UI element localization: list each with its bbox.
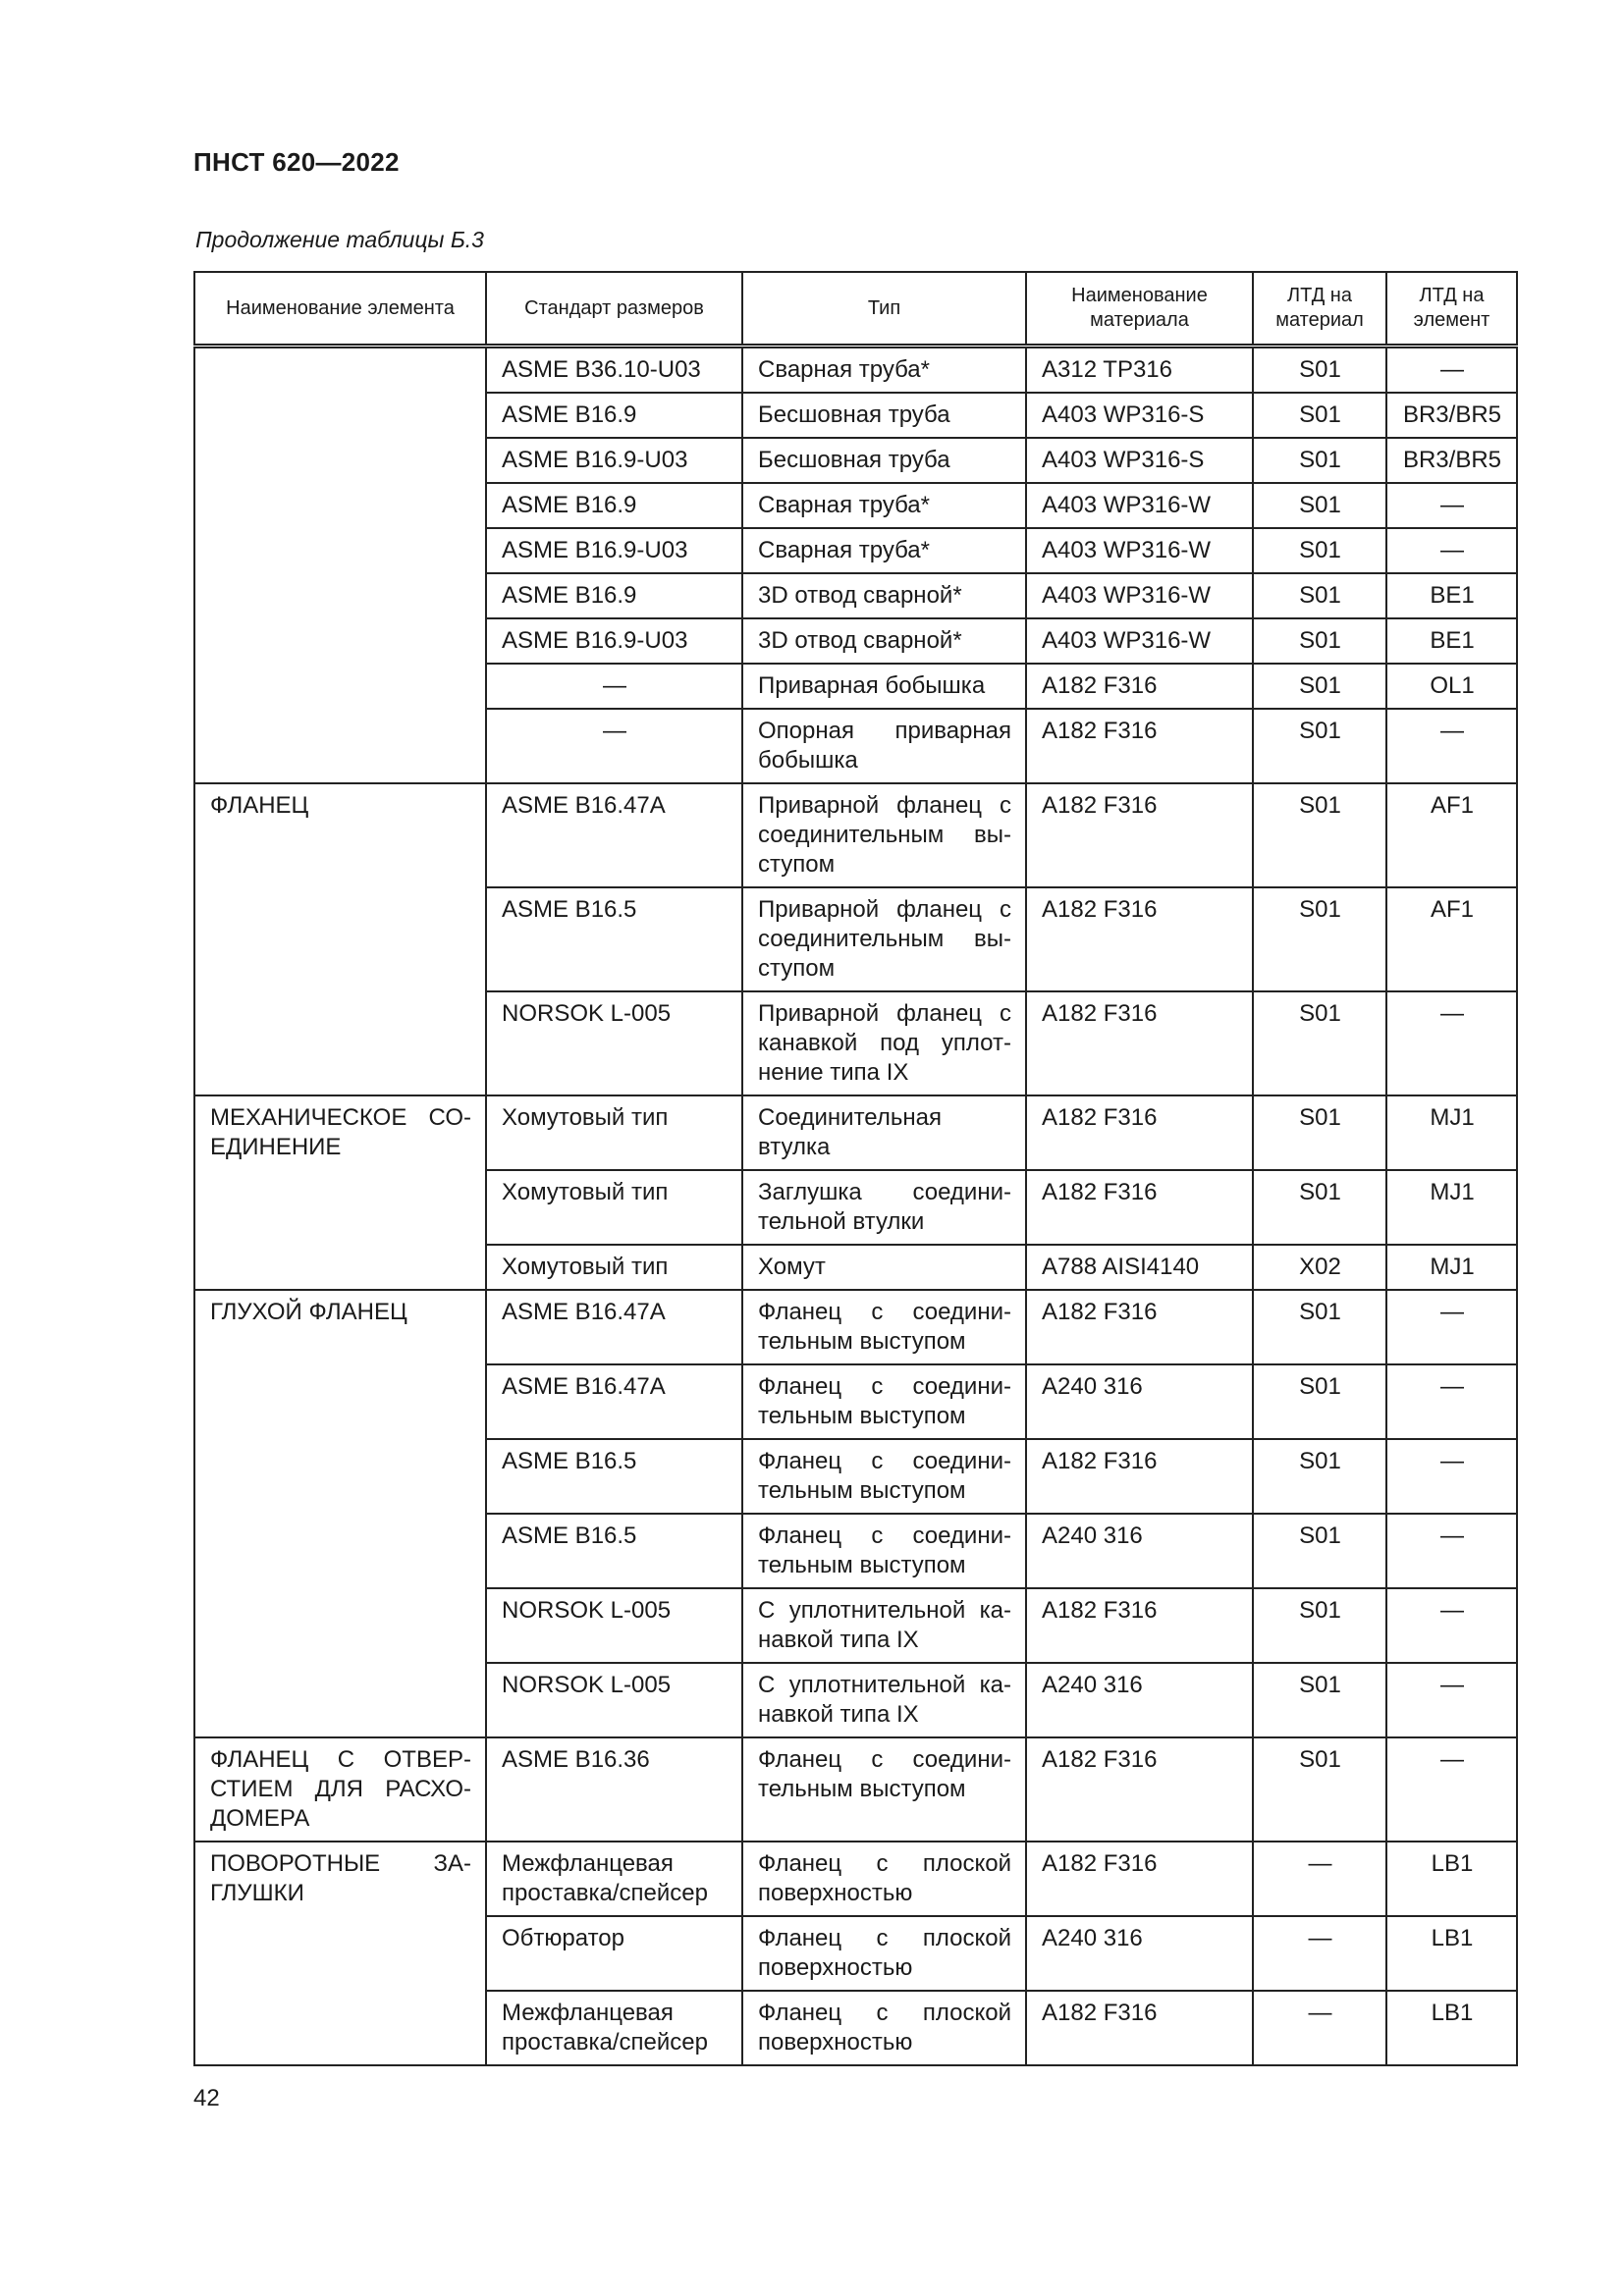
type-cell: 3D отвод сварной*: [742, 573, 1026, 618]
size-standard-cell: ASME B16.9: [486, 393, 742, 438]
element-ltd-cell: —: [1386, 1737, 1517, 1842]
material-cell: A403 WP316-S: [1026, 393, 1253, 438]
material-ltd-cell: S01: [1253, 1439, 1386, 1514]
size-standard-cell: ASME B16.5: [486, 887, 742, 991]
element-ltd-cell: LB1: [1386, 1842, 1517, 1916]
material-cell: A788 AISI4140: [1026, 1245, 1253, 1290]
material-cell: A403 WP316-W: [1026, 573, 1253, 618]
size-standard-cell: Обтюратор: [486, 1916, 742, 1991]
element-ltd-cell: —: [1386, 1439, 1517, 1514]
size-standard-cell: —: [486, 664, 742, 709]
material-ltd-cell: S01: [1253, 1663, 1386, 1737]
type-cell: Бесшовная труба: [742, 438, 1026, 483]
material-ltd-cell: S01: [1253, 618, 1386, 664]
size-standard-cell: ASME B16.9-U03: [486, 528, 742, 573]
element-ltd-cell: AF1: [1386, 887, 1517, 991]
material-cell: A182 F316: [1026, 709, 1253, 783]
material-ltd-cell: S01: [1253, 1588, 1386, 1663]
size-standard-cell: ASME B16.9-U03: [486, 438, 742, 483]
material-ltd-cell: —: [1253, 1991, 1386, 2065]
type-cell: Бесшовная труба: [742, 393, 1026, 438]
element-ltd-cell: —: [1386, 1290, 1517, 1364]
type-cell: 3D отвод сварной*: [742, 618, 1026, 664]
type-cell: Сварная труба*: [742, 483, 1026, 528]
material-ltd-cell: X02: [1253, 1245, 1386, 1290]
type-cell: Фланец с соединительным выступом: [742, 1290, 1026, 1364]
material-ltd-cell: S01: [1253, 1737, 1386, 1842]
element-ltd-cell: —: [1386, 347, 1517, 394]
material-ltd-cell: S01: [1253, 1095, 1386, 1170]
material-cell: A182 F316: [1026, 1439, 1253, 1514]
material-ltd-cell: S01: [1253, 991, 1386, 1095]
size-standard-cell: Хомутовый тип: [486, 1170, 742, 1245]
table-row: [194, 1737, 1517, 1842]
table-body: [194, 347, 1517, 2066]
size-standard-cell: NORSOK L-005: [486, 1663, 742, 1737]
material-cell: A403 WP316-W: [1026, 618, 1253, 664]
size-standard-cell: —: [486, 709, 742, 783]
table-caption: Продолжение таблицы Б.3: [195, 227, 484, 252]
column-header: Стандарт размеров: [486, 272, 742, 347]
table-row: [194, 783, 1517, 887]
element-name-cell: ГЛУХОЙ ФЛАНЕЦ: [194, 1290, 486, 1737]
type-cell: Фланец с плоской поверхностью: [742, 1842, 1026, 1916]
material-cell: A182 F316: [1026, 1991, 1253, 2065]
element-ltd-cell: —: [1386, 483, 1517, 528]
material-ltd-cell: S01: [1253, 1514, 1386, 1588]
material-ltd-cell: S01: [1253, 709, 1386, 783]
column-header: ЛТД на материал: [1253, 272, 1386, 347]
column-header: ЛТД на элемент: [1386, 272, 1517, 347]
type-cell: Сварная труба*: [742, 347, 1026, 394]
material-ltd-cell: S01: [1253, 438, 1386, 483]
size-standard-cell: Хомутовый тип: [486, 1095, 742, 1170]
element-ltd-cell: LB1: [1386, 1991, 1517, 2065]
type-cell: Сварная труба*: [742, 528, 1026, 573]
size-standard-cell: ASME B16.47A: [486, 1290, 742, 1364]
element-ltd-cell: —: [1386, 1514, 1517, 1588]
material-cell: A240 316: [1026, 1663, 1253, 1737]
size-standard-cell: NORSOK L-005: [486, 991, 742, 1095]
material-cell: A182 F316: [1026, 1842, 1253, 1916]
type-cell: Приварная бобышка: [742, 664, 1026, 709]
element-name-cell: ФЛАНЕЦ: [194, 783, 486, 1095]
type-cell: Приварной фланец с соединительным выступом: [742, 783, 1026, 887]
element-name-cell: [194, 347, 486, 784]
type-cell: С уплотнительной канавкой типа IX: [742, 1663, 1026, 1737]
type-cell: Фланец с соединительным выступом: [742, 1364, 1026, 1439]
material-cell: A403 WP316-W: [1026, 528, 1253, 573]
element-name-cell: ФЛАНЕЦ С ОТВЕРСТИЕМ ДЛЯ РАСХОДОМЕРА: [194, 1737, 486, 1842]
type-cell: Фланец с соединительным выступом: [742, 1737, 1026, 1842]
material-cell: A182 F316: [1026, 783, 1253, 887]
type-cell: Опорная приварная бобышка: [742, 709, 1026, 783]
element-ltd-cell: LB1: [1386, 1916, 1517, 1991]
material-cell: A312 TP316: [1026, 347, 1253, 394]
material-ltd-cell: S01: [1253, 1364, 1386, 1439]
page-number: 42: [193, 2085, 220, 2111]
element-ltd-cell: —: [1386, 1588, 1517, 1663]
material-ltd-cell: S01: [1253, 347, 1386, 394]
element-name-cell: ПОВОРОТНЫЕ ЗАГЛУШКИ: [194, 1842, 486, 2065]
material-cell: A182 F316: [1026, 1588, 1253, 1663]
size-standard-cell: ASME B16.5: [486, 1514, 742, 1588]
material-cell: A182 F316: [1026, 664, 1253, 709]
element-ltd-cell: —: [1386, 709, 1517, 783]
size-standard-cell: ASME B16.47A: [486, 783, 742, 887]
material-cell: A182 F316: [1026, 1737, 1253, 1842]
material-ltd-cell: S01: [1253, 664, 1386, 709]
material-ltd-cell: S01: [1253, 1170, 1386, 1245]
element-ltd-cell: BE1: [1386, 618, 1517, 664]
element-ltd-cell: BR3/BR5: [1386, 438, 1517, 483]
size-standard-cell: ASME B16.9: [486, 573, 742, 618]
size-standard-cell: ASME B16.5: [486, 1439, 742, 1514]
column-header: Тип: [742, 272, 1026, 347]
size-standard-cell: ASME B16.9: [486, 483, 742, 528]
material-ltd-cell: S01: [1253, 1290, 1386, 1364]
type-cell: Фланец с плоской поверхностью: [742, 1916, 1026, 1991]
type-cell: Фланец с плоской поверхностью: [742, 1991, 1026, 2065]
materials-table: [193, 271, 1518, 2066]
size-standard-cell: Межфланцевая проставка/спейсер: [486, 1991, 742, 2065]
material-cell: A240 316: [1026, 1364, 1253, 1439]
table-row: [194, 1095, 1517, 1170]
element-ltd-cell: —: [1386, 991, 1517, 1095]
column-header: Наименование материала: [1026, 272, 1253, 347]
type-cell: Хомут: [742, 1245, 1026, 1290]
material-cell: A182 F316: [1026, 991, 1253, 1095]
size-standard-cell: ASME B36.10-U03: [486, 347, 742, 394]
element-ltd-cell: —: [1386, 1663, 1517, 1737]
material-cell: A182 F316: [1026, 1290, 1253, 1364]
element-ltd-cell: OL1: [1386, 664, 1517, 709]
size-standard-cell: NORSOK L-005: [486, 1588, 742, 1663]
material-ltd-cell: S01: [1253, 783, 1386, 887]
type-cell: Фланец с соединительным выступом: [742, 1514, 1026, 1588]
column-header: Наименование элемента: [194, 272, 486, 347]
element-ltd-cell: BR3/BR5: [1386, 393, 1517, 438]
size-standard-cell: ASME B16.9-U03: [486, 618, 742, 664]
material-ltd-cell: —: [1253, 1842, 1386, 1916]
element-ltd-cell: MJ1: [1386, 1170, 1517, 1245]
material-ltd-cell: S01: [1253, 573, 1386, 618]
material-cell: A403 WP316-W: [1026, 483, 1253, 528]
type-cell: Фланец с соединительным выступом: [742, 1439, 1026, 1514]
element-name-cell: МЕХАНИЧЕСКОЕ СОЕДИНЕНИЕ: [194, 1095, 486, 1290]
material-cell: A182 F316: [1026, 887, 1253, 991]
type-cell: Приварной фланец с соединительным выступом: [742, 887, 1026, 991]
table-row: [194, 347, 1517, 394]
material-cell: A182 F316: [1026, 1170, 1253, 1245]
size-standard-cell: Хомутовый тип: [486, 1245, 742, 1290]
document-code: ПНСТ 620—2022: [193, 147, 400, 177]
table-header-row: [194, 272, 1517, 347]
size-standard-cell: ASME B16.47A: [486, 1364, 742, 1439]
element-ltd-cell: MJ1: [1386, 1245, 1517, 1290]
material-cell: A240 316: [1026, 1514, 1253, 1588]
material-ltd-cell: —: [1253, 1916, 1386, 1991]
material-cell: A403 WP316-S: [1026, 438, 1253, 483]
material-cell: A240 316: [1026, 1916, 1253, 1991]
table-row: [194, 1290, 1517, 1364]
type-cell: Приварной фланец с канавкой под уплотнение типа IX: [742, 991, 1026, 1095]
element-ltd-cell: —: [1386, 1364, 1517, 1439]
element-ltd-cell: —: [1386, 528, 1517, 573]
table-row: [194, 1842, 1517, 1916]
type-cell: Заглушка соединительной втулки: [742, 1170, 1026, 1245]
material-ltd-cell: S01: [1253, 483, 1386, 528]
size-standard-cell: Межфланцевая проставка/спейсер: [486, 1842, 742, 1916]
material-ltd-cell: S01: [1253, 887, 1386, 991]
size-standard-cell: ASME B16.36: [486, 1737, 742, 1842]
type-cell: Соединительная втулка: [742, 1095, 1026, 1170]
element-ltd-cell: MJ1: [1386, 1095, 1517, 1170]
material-ltd-cell: S01: [1253, 393, 1386, 438]
material-ltd-cell: S01: [1253, 528, 1386, 573]
material-cell: A182 F316: [1026, 1095, 1253, 1170]
type-cell: С уплотнительной канавкой типа IX: [742, 1588, 1026, 1663]
element-ltd-cell: BE1: [1386, 573, 1517, 618]
element-ltd-cell: AF1: [1386, 783, 1517, 887]
